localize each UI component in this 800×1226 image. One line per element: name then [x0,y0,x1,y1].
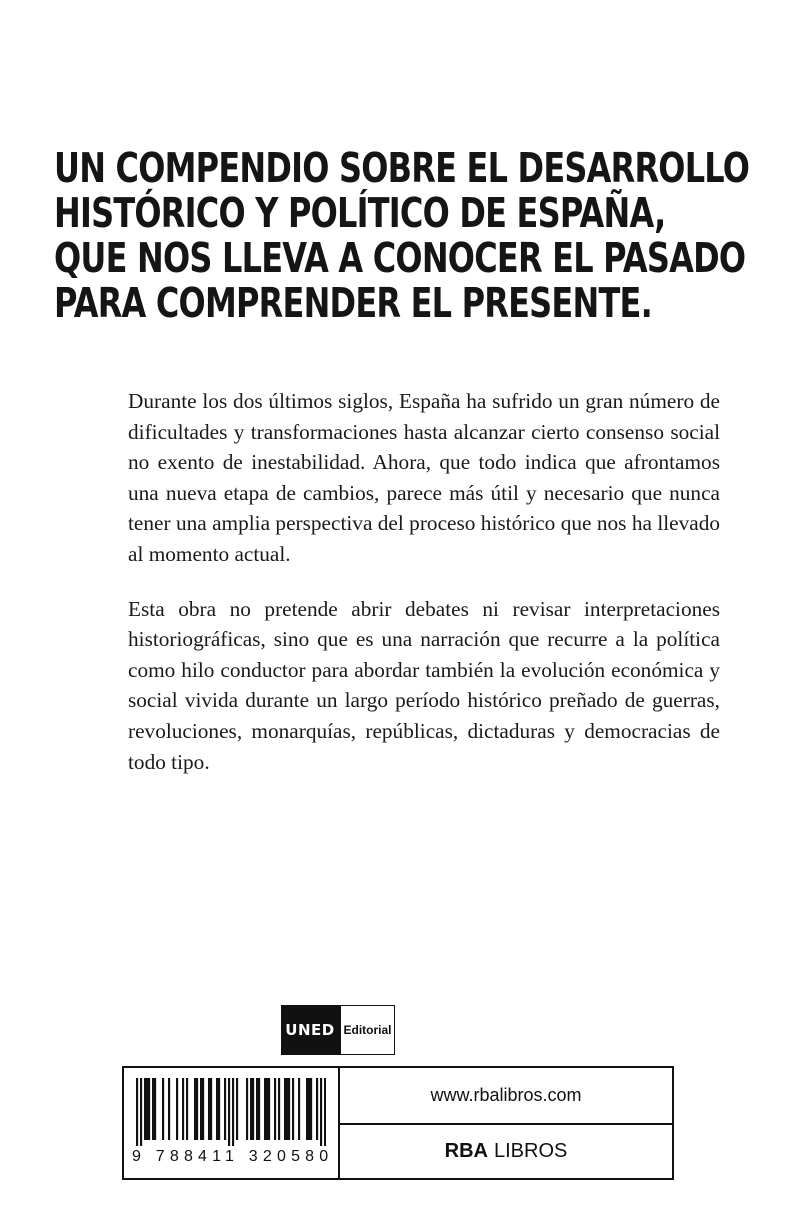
barcode-bar [162,1078,164,1140]
barcode-bar [236,1078,238,1140]
barcode-bar [250,1078,252,1140]
barcode-bar [258,1078,260,1140]
uned-editorial-logo [281,1005,395,1055]
barcode-bar [228,1078,230,1146]
editorial-logo-mark: Editorial [338,1006,394,1054]
headline-line: HISTÓRICO Y POLÍTICO DE ESPAÑA, [54,189,666,237]
barcode-bar [286,1078,288,1140]
barcode-bar [136,1078,138,1146]
publisher-name [340,1125,672,1178]
barcode-bar [274,1078,276,1140]
barcode-bar [292,1078,294,1140]
barcode-bar [202,1078,204,1140]
barcode-bar [182,1078,184,1140]
barcode-bar [256,1078,258,1140]
barcode-bar [140,1078,142,1146]
barcode-bar [232,1078,234,1146]
barcode-bar [200,1078,202,1140]
barcode-bar [144,1078,146,1140]
isbn-number: 9 788411 320580 [132,1148,334,1165]
synopsis-paragraph: Esta obra no pretende abrir debates ni revisar interpretaciones historiográficas, sino que es una narración que recurre a la política como hilo conductor para abordar también la evolución económica y social vivida durante un largo período histórico preñado de guerras, revoluciones, monarquías, repúblicas, dictaduras y democracias de todo tipo. [128,596,720,774]
barcode-bar [316,1078,318,1140]
barcode-bar [324,1078,326,1146]
barcode-bar [320,1078,322,1146]
publisher-name-bold: RBA [444,1140,488,1162]
barcode-icon [136,1078,326,1146]
barcode-bar [146,1078,148,1140]
barcode-bar [216,1078,218,1140]
barcode-bar [288,1078,290,1140]
publisher-area [340,1068,672,1178]
synopsis-paragraph: Durante los dos últimos siglos, España ha sufrido un gran número de dificultades y transformaciones hasta alcanzar cierto consenso social no exento de inestabilidad. Ahora, que todo indica que afrontamos una nueva etapa de cambios, parece más útil y necesario que nunca tener una amplia perspectiva del proceso histórico que nos ha llevado al momento actual. [128,389,720,566]
barcode-bar [168,1078,170,1140]
barcode-area [124,1068,340,1178]
uned-logo-mark: UNED [282,1006,338,1054]
barcode-bar [148,1078,150,1140]
headline-line: UN COMPENDIO SOBRE EL DESARROLLO [54,144,750,192]
publisher-name-rest: LIBROS [493,1140,568,1162]
synopsis [128,386,720,801]
barcode-bar [194,1078,196,1140]
barcode-bar [264,1078,266,1140]
barcode-bar [246,1078,248,1140]
publisher-info-box [122,1066,674,1180]
headline-line: QUE NOS LLEVA A CONOCER EL PASADO [54,234,746,282]
headline-line: PARA COMPRENDER EL PRESENTE. [54,279,652,327]
barcode-bar [210,1078,212,1140]
barcode-bar [252,1078,254,1140]
barcode-bar [218,1078,220,1140]
barcode-bar [208,1078,210,1140]
barcode-bar [266,1078,268,1140]
barcode-bar [196,1078,198,1140]
barcode-bar [268,1078,270,1140]
barcode-bar [308,1078,310,1140]
barcode-bar [298,1078,300,1140]
barcode-bar [284,1078,286,1140]
barcode-bar [186,1078,188,1140]
headline [54,144,750,327]
barcode-bar [152,1078,154,1140]
barcode-bar [154,1078,156,1140]
barcode-bar [224,1078,226,1140]
publisher-url[interactable]: www.rbalibros.com [340,1068,672,1125]
barcode-bar [278,1078,280,1140]
barcode-bar [310,1078,312,1140]
barcode-bar [176,1078,178,1140]
barcode-bar [306,1078,308,1140]
